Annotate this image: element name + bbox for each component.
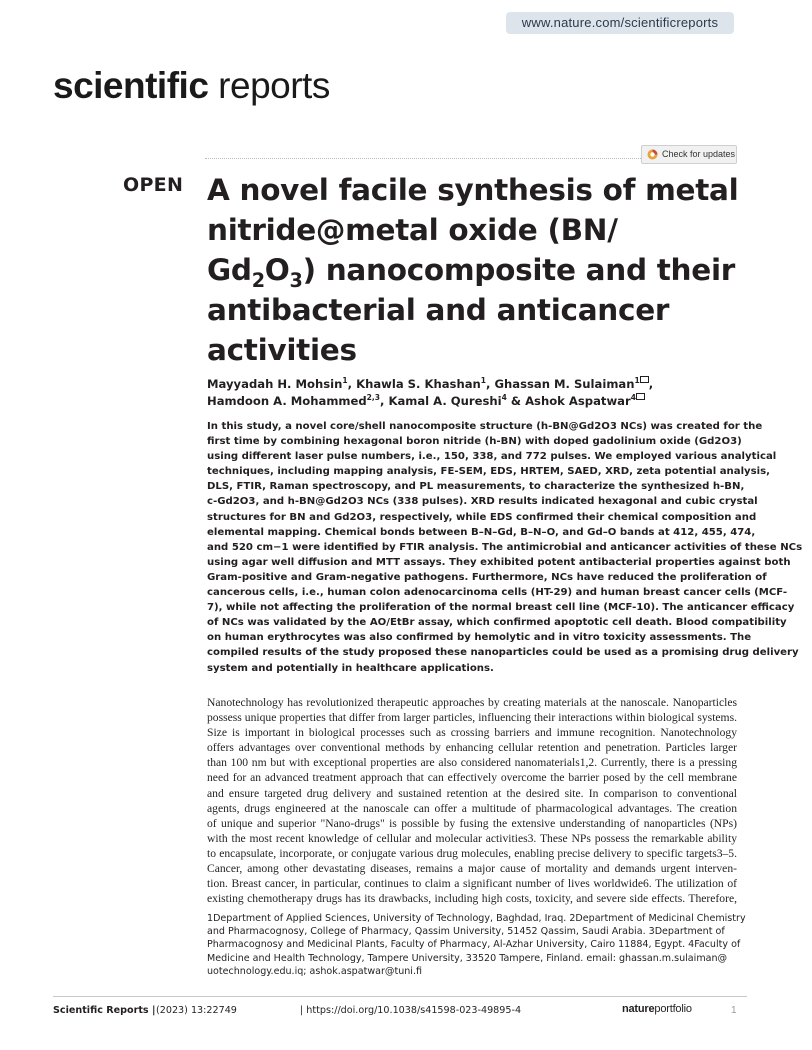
- body-line: need for an advanced treatment approach that can effectively overcome the barrier posed by the cell membrane: [207, 771, 737, 785]
- body-line: to encapsulate, incorporate, or conjugate various drug molecules, enabling precise delivery to specific targets3–5.: [207, 846, 737, 860]
- footer-divider: [53, 996, 747, 997]
- body-line: possess unique properties that differ from larger particles, influencing their interactions within biological systems.: [207, 711, 737, 725]
- abstract-line: using agar well diffusion and MTT assays. They exhibited potent antibacterial properties against both: [207, 556, 791, 568]
- abstract-line: structures for BN and Gd2O3, respectively, while EDS confirmed their chemical composition and: [207, 511, 757, 523]
- affiliation-line: and Pharmacognosy, College of Pharmacy, Qassim University, 51452 Qassim, Saudi Arabia. 3Department of: [207, 926, 725, 938]
- abstract-line: of NCs was validated by the AO/EtBr assay, which confirmed apoptotic cell death. Blood compatibility: [207, 617, 787, 629]
- check-for-updates-label: Check for updates: [662, 149, 736, 159]
- abstract: [207, 419, 803, 676]
- author-line-1: Mayyadah H. Mohsin$^1$, Khawla S. Khashan$^1$, Ghassan M. Sulaiman$^1$ ,: [207, 376, 654, 391]
- body-line: Size is important in biological processes such as crossing barriers and immune recognition. Nanotechnology: [207, 726, 737, 740]
- journal-logo-light: reports: [208, 65, 330, 106]
- email-icon[interactable]: [640, 376, 649, 383]
- title-line-1: A novel facile synthesis of metal: [207, 173, 739, 207]
- author-name[interactable]: , Ghassan M. Sulaiman: [486, 377, 635, 391]
- email-icon[interactable]: [636, 393, 645, 400]
- author-name[interactable]: & Ashok Aspatwar: [506, 394, 631, 408]
- body-line: Cancer, among other devastating diseases, remains a major cause of mortality and demands urgent interven-: [207, 862, 737, 876]
- author-list: [207, 376, 747, 410]
- journal-url[interactable]: www.nature.com/scientificreports: [506, 12, 734, 34]
- abstract-line: using different laser pulse numbers, i.e., 150, 338, and 772 pulses. We employed various analytical: [207, 451, 777, 463]
- body-text: [207, 695, 737, 906]
- publisher-logo: natureportfolio: [622, 1003, 692, 1015]
- open-access-label: OPEN: [123, 174, 184, 196]
- abstract-line: DLS, FTIR, Raman spectroscopy, and PL measurements, to characterize the synthesized h-BN,: [207, 481, 745, 493]
- page-number: 1: [731, 1005, 737, 1016]
- author-name[interactable]: , Khawla S. Khashan: [347, 377, 481, 391]
- abstract-line: techniques, including mapping analysis, FE-SEM, EDS, HRTEM, SAED, XRD, zeta potential analysis,: [207, 466, 771, 478]
- footer-doi-link[interactable]: | https://doi.org/10.1038/s41598-023-49895-4: [300, 1005, 522, 1016]
- title-line-5: activities: [207, 333, 357, 367]
- abstract-line: first time by combining hexagonal boron nitride (h-BN) with doped gadolinium oxide (Gd2O3): [207, 436, 742, 448]
- title-line-3: $Gd_2O_3$) nanocomposite and their: [207, 253, 736, 292]
- footer-journal: Scientific Reports |: [53, 1005, 156, 1016]
- author-name[interactable]: Mayyadah H. Mohsin: [207, 377, 343, 391]
- body-line: than 100 nm but with exceptional properties are also considered nanomaterials1,2. Currently, there is a pressing: [207, 756, 737, 770]
- body-line: and ensure targeted drug delivery and sustained retention at the desired site. In comparison to conventional: [207, 786, 737, 800]
- abstract-line: elemental mapping. Chemical bonds between B–N–Gd, B–N–O, and Gd–O bands at 412, 455, 474,: [207, 526, 756, 538]
- author-name[interactable]: , Kamal A. Qureshi: [380, 394, 502, 408]
- abstract-line: c-Gd2O3, and h-BN@Gd2O3 NCs (338 pulses). XRD results indicated hexagonal and cubic crystal: [207, 496, 758, 508]
- abstract-line: 7), while not affecting the proliferation of the normal breast cell line (MCF-10). The anticancer efficacy: [207, 602, 795, 614]
- body-line: existing chemotherapy drugs has its drawbacks, including high costs, toxicity, and severe side effects. Therefore,: [207, 892, 737, 906]
- check-for-updates-icon: [647, 149, 658, 160]
- body-line: Nanotechnology has revolutionized therapeutic approaches by creating materials at the nanoscale. Nanoparticles: [207, 696, 737, 709]
- abstract-line: on human erythrocytes was also confirmed by hemolytic and in vitro toxicity assessments. The: [207, 632, 752, 644]
- article-title: [207, 170, 747, 370]
- journal-logo-bold: scientific: [53, 65, 209, 106]
- journal-logo: [53, 64, 330, 108]
- abstract-line: compiled results of the study proposed these nanoparticles could be used as a promising drug delivery: [207, 647, 799, 659]
- affiliation-line: 1Department of Applied Sciences, University of Technology, Baghdad, Iraq. 2Department of Medicinal Chemistry: [207, 913, 746, 924]
- affiliation-line: Pharmacognosy and Medicinal Plants, Faculty of Pharmacy, Al-Azhar University, Cairo 11884, Egypt. 4Faculty of: [207, 939, 741, 951]
- abstract-line: cancerous cells, i.e., human colon adenocarcinoma cells (HT-29) and human breast cancer cells (MCF-: [207, 587, 788, 599]
- affiliation-line[interactable]: uotechnology.edu.iq; ashok.aspatwar@tuni.fi: [207, 965, 422, 977]
- abstract-line: and 520 cm−1 were identified by FTIR analysis. The antimicrobial and anticancer activities of these NCs: [207, 541, 803, 553]
- affiliation-line[interactable]: Medicine and Health Technology, Tampere University, 33520 Tampere, Finland. email: ghassan.m.sulaiman@: [207, 952, 728, 964]
- abstract-line: In this study, a novel core/shell nanocomposite structure (h-BN@Gd2O3 NCs) was created for the: [207, 421, 763, 432]
- author-line-2: Hamdoon A. Mohammed$^{2,3}$, Kamal A. Qureshi$^4$ & Ashok Aspatwar$^4$: [207, 393, 747, 410]
- abstract-line: Gram-positive and Gram-negative pathogens. Furthermore, NCs have reduced the proliferation of: [207, 571, 767, 583]
- abstract-line: system and potentially in healthcare applications.: [207, 662, 494, 674]
- body-line: tion. Breast cancer, in particular, continues to claim a significant number of lives worldwide6. The utilization of: [207, 877, 737, 891]
- body-line: of unique and superior "Nano-drugs" is possible by fusing the extensive understanding of nanoparticles (NPs): [207, 816, 737, 830]
- author-name[interactable]: Hamdoon A. Mohammed: [207, 394, 367, 408]
- body-line: agents, drugs engineered at the nanoscale can offer a multitude of pharmacological advantages. The creation: [207, 801, 737, 815]
- affiliations: [207, 912, 746, 978]
- title-line-2: nitride@metal oxide (BN/: [207, 213, 618, 247]
- title-line-4: antibacterial and anticancer: [207, 293, 670, 327]
- body-line: with the most recent knowledge of cellular and molecular activities3. These NPs possess the remarkable ability: [207, 831, 737, 845]
- footer-volume: (2023) 13:22749: [156, 1005, 237, 1016]
- check-for-updates-button[interactable]: [641, 145, 737, 164]
- body-line: offers advantages over conventional methods by enhancing cellular retention and penetration. Particles larger: [207, 741, 737, 755]
